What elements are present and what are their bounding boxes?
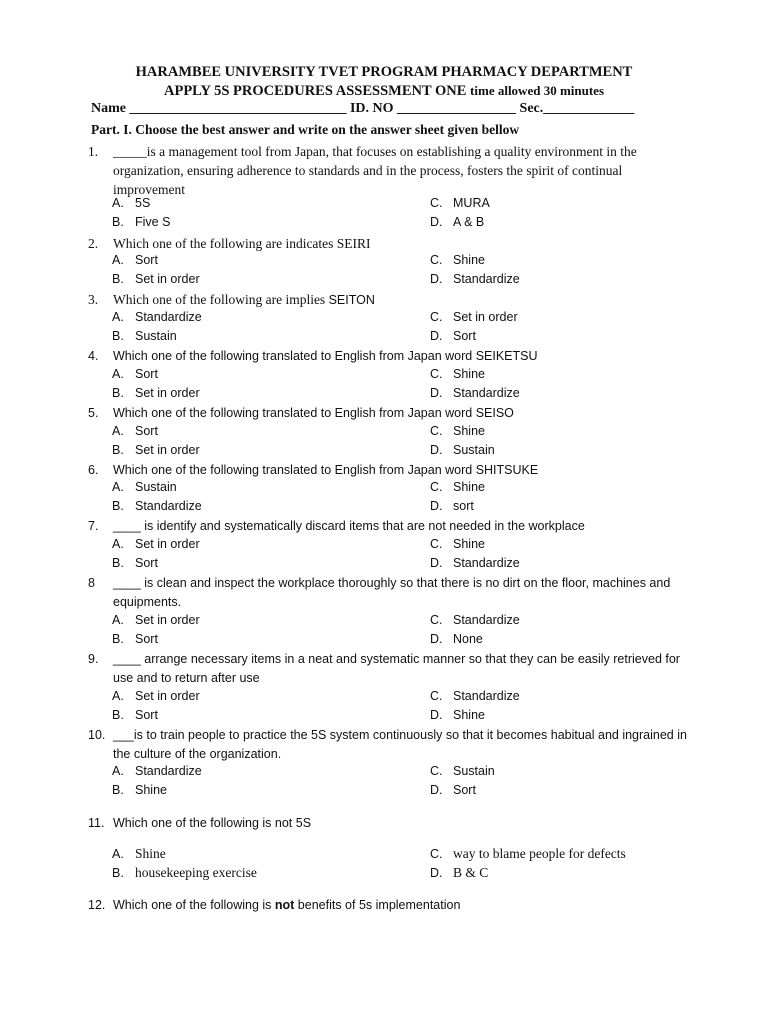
option-text: B & C (453, 865, 489, 880)
option-letter: C. (430, 367, 443, 381)
option-d (430, 443, 495, 457)
option-a (112, 537, 200, 551)
option-letter: D. (430, 632, 443, 646)
option-a (112, 764, 202, 778)
question-number: 8 (88, 576, 95, 590)
option-letter: D. (430, 783, 443, 797)
option-letter: C. (430, 310, 443, 324)
option-text: Sort (135, 708, 158, 722)
option-text: Shine (135, 783, 167, 797)
option-text: 5S (135, 196, 151, 210)
option-letter: C. (430, 480, 443, 494)
question-12 (88, 896, 688, 915)
option-d (430, 865, 488, 881)
option-letter: A. (112, 689, 124, 703)
option-letter: C. (430, 424, 443, 438)
time-allowed: time allowed 30 minutes (470, 83, 605, 98)
question-stem (113, 290, 688, 310)
option-c (430, 846, 626, 862)
stem-text: Which one of the following are implies (113, 292, 326, 307)
option-text: Shine (453, 537, 485, 551)
option-letter: A. (112, 367, 124, 381)
option-c (430, 480, 485, 494)
option-letter: A. (112, 310, 124, 324)
option-b (112, 386, 200, 400)
option-letter: D. (430, 866, 443, 880)
option-letter: A. (112, 764, 124, 778)
option-a (112, 480, 177, 494)
option-c (430, 367, 485, 381)
option-letter: C. (430, 613, 443, 627)
question-8 (88, 574, 688, 612)
option-b (112, 272, 200, 286)
student-info-row: Name _______________________________ ID. NO _________________ Sec._____________ (91, 101, 635, 116)
option-letter: A. (112, 537, 124, 551)
question-stem: Which one of the following are indicates SEIRI (113, 236, 371, 251)
option-b (112, 632, 158, 646)
question-stem: Which one of the following translated to English from Japan word SEIKETSU (113, 349, 538, 363)
option-a (112, 310, 202, 324)
option-letter: B. (112, 556, 124, 570)
option-letter: A. (112, 613, 124, 627)
option-text: Standardize (453, 386, 520, 400)
assessment-name: APPLY 5S PROCEDURES ASSESSMENT ONE (163, 83, 467, 99)
exam-subtitle (0, 83, 768, 100)
question-2 (88, 234, 688, 253)
option-letter: C. (430, 196, 443, 210)
option-letter: B. (112, 386, 124, 400)
option-text: sort (453, 499, 474, 513)
option-letter: A. (112, 480, 124, 494)
option-b (112, 329, 177, 343)
option-text: Standardize (135, 310, 202, 324)
option-d (430, 783, 476, 797)
option-letter: A. (112, 196, 124, 210)
option-letter: C. (430, 847, 443, 861)
question-number: 9. (88, 652, 99, 666)
question-3 (88, 290, 688, 310)
option-d (430, 272, 520, 286)
option-text: Set in order (135, 689, 200, 703)
option-text: Standardize (135, 499, 202, 513)
option-letter: B. (112, 272, 124, 286)
option-d (430, 499, 474, 513)
question-stem: Which one of the following is not 5S (113, 816, 312, 830)
option-b (112, 865, 257, 881)
option-c (430, 310, 518, 324)
option-a (112, 367, 158, 381)
stem-term: SEITON (328, 293, 375, 307)
option-c (430, 537, 485, 551)
option-text: Sustain (135, 329, 177, 343)
option-c (430, 613, 520, 627)
question-number: 1. (88, 144, 99, 159)
option-letter: B. (112, 708, 124, 722)
question-stem: Which one of the following translated to English from Japan word SHITSUKE (113, 463, 539, 477)
option-letter: A. (112, 847, 124, 861)
option-b (112, 499, 202, 513)
option-text: Standardize (453, 613, 520, 627)
question-9 (88, 650, 688, 688)
option-d (430, 215, 484, 229)
option-letter: C. (430, 537, 443, 551)
question-stem (113, 896, 688, 915)
option-letter: A. (112, 253, 124, 267)
option-text: Set in order (135, 443, 200, 457)
question-stem: ____ is identify and systematically discard items that are not needed in the workplace (113, 519, 585, 533)
option-a (112, 424, 158, 438)
question-number: 11. (88, 816, 105, 830)
question-11 (88, 814, 688, 833)
option-letter: B. (112, 783, 124, 797)
part-instructions: Part. I. Choose the best answer and write on the answer sheet given bellow (91, 122, 520, 137)
question-number: 12. (88, 898, 106, 912)
option-a (112, 846, 166, 862)
question-stem: ____ arrange necessary items in a neat and systematic manner so that they can be easily retrieved for use and to return after use (113, 652, 680, 685)
stem-emphasis: not (274, 898, 295, 912)
question-6 (88, 461, 688, 480)
question-number: 2. (88, 236, 99, 251)
option-b (112, 708, 158, 722)
question-5 (88, 404, 688, 423)
option-letter: B. (112, 866, 124, 880)
question-4 (88, 347, 688, 366)
option-d (430, 329, 476, 343)
question-10 (88, 726, 688, 764)
option-a (112, 253, 158, 267)
stem-text: benefits of 5s implementation (294, 898, 461, 912)
option-b (112, 783, 167, 797)
question-number: 3. (88, 292, 99, 307)
question-stem: ___is to train people to practice the 5S system continuously so that it becomes habitual and ingrained in the culture of the organization. (113, 728, 687, 761)
option-c (430, 196, 490, 210)
option-text: Sort (135, 424, 158, 438)
option-text: Sustain (453, 443, 495, 457)
option-text: Sort (135, 556, 158, 570)
option-text: Standardize (453, 556, 520, 570)
question-number: 5. (88, 406, 99, 420)
option-c (430, 253, 485, 267)
option-a (112, 689, 200, 703)
option-text: Shine (135, 846, 166, 861)
option-letter: B. (112, 632, 124, 646)
option-text: Sort (135, 632, 158, 646)
option-letter: D. (430, 556, 443, 570)
question-7 (88, 517, 688, 536)
option-text: Standardize (135, 764, 202, 778)
exam-title: HARAMBEE UNIVERSITY TVET PROGRAM PHARMACY DEPARTMENT (135, 64, 633, 80)
option-text: Shine (453, 480, 485, 494)
question-stem: _____is a management tool from Japan, that focuses on establishing a quality environment in the organization, ensuring adherence to standards and in the process, fosters the spirit of continual improvement (113, 144, 637, 197)
option-a (112, 613, 200, 627)
option-d (430, 632, 483, 646)
option-text: A & B (453, 215, 485, 229)
option-d (430, 386, 520, 400)
option-letter: B. (112, 443, 124, 457)
option-text: way to blame people for defects (453, 846, 626, 861)
option-b (112, 443, 200, 457)
option-text: Shine (453, 367, 485, 381)
option-text: housekeeping exercise (135, 865, 257, 880)
option-letter: C. (430, 764, 443, 778)
option-letter: B. (112, 329, 124, 343)
option-text: Sort (453, 783, 476, 797)
option-b (112, 215, 170, 229)
option-text: Sustain (453, 764, 495, 778)
option-text: Sort (135, 367, 158, 381)
option-text: Shine (453, 708, 485, 722)
option-text: None (453, 632, 483, 646)
option-letter: D. (430, 215, 443, 229)
option-c (430, 689, 520, 703)
option-text: Standardize (453, 272, 520, 286)
question-number: 10. (88, 728, 106, 742)
question-number: 7. (88, 519, 99, 533)
option-letter: B. (112, 499, 124, 513)
option-b (112, 556, 158, 570)
option-a (112, 196, 150, 210)
option-letter: D. (430, 708, 443, 722)
option-text: Shine (453, 424, 485, 438)
option-letter: C. (430, 689, 443, 703)
question-stem: ____ is clean and inspect the workplace thoroughly so that there is no dirt on the floor, machines and equipments. (113, 576, 671, 609)
question-number: 4. (88, 349, 99, 363)
question-stem: Which one of the following translated to English from Japan word SEISO (113, 406, 514, 420)
option-text: Set in order (135, 613, 200, 627)
option-text: Sort (135, 253, 158, 267)
option-letter: D. (430, 386, 443, 400)
option-d (430, 556, 520, 570)
question-number: 6. (88, 463, 99, 477)
option-text: MURA (453, 196, 490, 210)
option-text: Set in order (453, 310, 518, 324)
option-letter: B. (112, 215, 124, 229)
option-text: Set in order (135, 272, 200, 286)
option-text: Set in order (135, 537, 200, 551)
option-text: Sort (453, 329, 476, 343)
option-text: Set in order (135, 386, 200, 400)
option-c (430, 764, 495, 778)
option-text: Five S (135, 215, 171, 229)
option-letter: D. (430, 443, 443, 457)
option-letter: D. (430, 499, 443, 513)
option-text: Standardize (453, 689, 520, 703)
question-1 (88, 142, 688, 199)
option-text: Shine (453, 253, 485, 267)
option-letter: C. (430, 253, 443, 267)
option-letter: D. (430, 272, 443, 286)
option-c (430, 424, 485, 438)
option-letter: D. (430, 329, 443, 343)
option-text: Sustain (135, 480, 177, 494)
option-letter: A. (112, 424, 124, 438)
stem-text: Which one of the following is (113, 898, 275, 912)
option-d (430, 708, 485, 722)
